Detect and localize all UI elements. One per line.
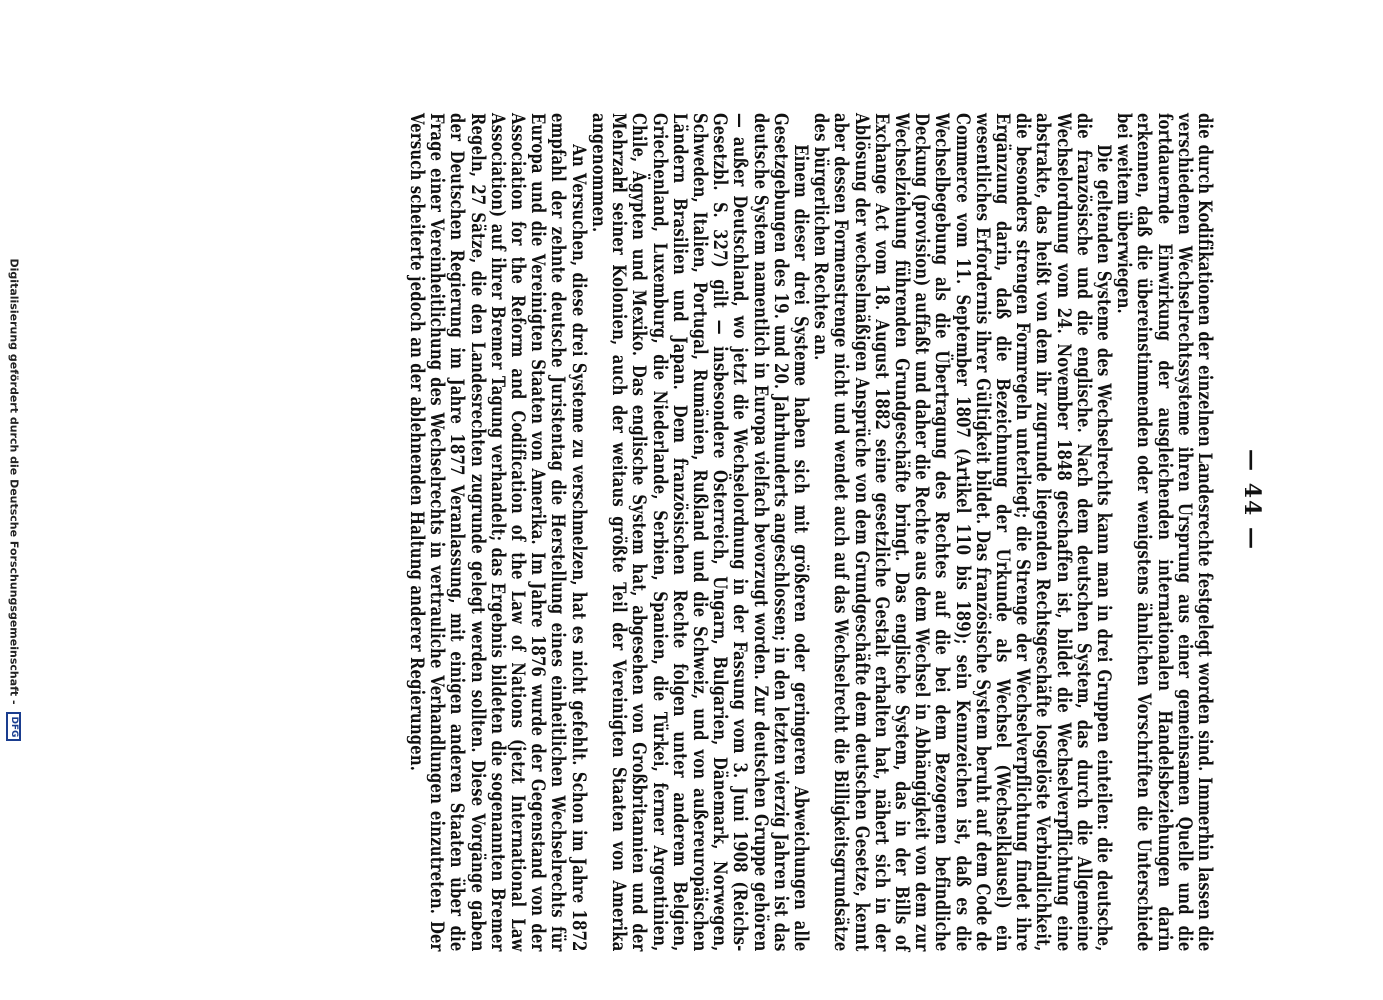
body-text	[407, 113, 1215, 951]
paragraph-2: Die geltenden Systeme des Wechselrechts kann man in drei Gruppen einteilen: die deutsche, die französische und die englische. Nach dem deutschen System, das durch die Allgemeine Wechselordnung vom 24. November 1848 geschaffen ist, bildet die Wechselverpflichtung eine abstrakte, das heißt von dem ihr zugrunde liegenden Rechtsgeschäfte losgelöste Verbindlichkeit, die besonders strengen Formregeln unterliegt; die Strenge der Wechselverpflichtung findet ihre Ergänzung darin, daß die Bezeichnung der Urkunde als Wechsel (Wechselklausel) ein wesentliches Erfordernis ihrer Gültigkeit bildet. Das französische System beruht auf dem Code de Commerce vom 11. September 1807 (Artikel 110 bis 189); sein Kennzeichen ist, daß es die Wechselbegebung als die Übertragung des Rechtes auf die bei dem Bezogenen befindliche Deckung (provision) auffaßt und daher die Rechte aus dem Wechsel in Abhängigkeit von dem zur Wechselziehung führenden Grundgeschäfte bringt. Das englische System, das in der Bills of Exchange Act vom 18. August 1882 seine gesetzliche Gestalt erhalten hat, nähert sich in der Ablösung der wechselmäßigen Ansprüche von dem Grundgeschäfte dem deutschen Gesetze, kennt aber dessen Formenstrenge nicht und wendet auch auf das Wechselrecht die Billigkeitsgrundsätze des bürgerlichen Rechtes an.	[810, 113, 1115, 952]
dfg-logo: DFG	[6, 712, 21, 741]
page-number: — 44 —	[1239, 449, 1265, 551]
digitization-footer	[6, 0, 21, 1000]
paragraph-4: An Versuchen, diese drei Systeme zu verschmelzen, hat es nicht gefehlt. Schon im Jahre 1872 empfahl der zehnte deutsche Juristentag die Herstellung eines einheitlichen Wechselrechts für Europa und die Vereinigten Staaten von Amerika. Im Jahre 1876 wurde der Gegenstand von der Association for the Reform and Codification of the Law of Nations (jetzt International Law Association) auf ihrer Bremer Tagung verhandelt; das Ergebnis bildeten die sogenannten Bremer Regeln, 27 Sätze, die den Landesrechten zugrunde gelegt werden sollten. Diese Vorgänge gaben der Deutschen Regierung im Jahre 1877 Veranlassung, mit einigen anderen Staaten über die Frage einer Vereinheitlichung des Wechselrechts in vertrauliche Verhandlungen einzutreten. Der Versuch scheiterte jedoch an der ablehnenden Haltung anderer Regierungen.	[406, 113, 590, 952]
paragraph-3: Einem dieser drei Systeme haben sich mit größeren oder geringeren Abweichungen alle Gesetzgebungen des 19. und 20. Jahrhunderts angeschlossen; in den letzten vierzig Jahren ist das deutsche System namentlich in Europa vielfach bevorzugt worden. Zur deutschen Gruppe gehören — außer Deutschland, wo jetzt die Wechselordnung in der Fassung vom 3. Juni 1908 (Reichs-Gesetzbl. S. 327) gilt — insbesondere Österreich, Ungarn, Bulgarien, Dänemark, Norwegen, Schweden, Italien, Portugal, Rumänien, Rußland und die Schweiz, und von außereuropäischen Ländern Brasilien und Japan. Dem französischen Rechte folgen unter anderem Belgien, Griechenland, Luxemburg, die Niederlande, Serbien, Spanien, die Türkei, ferner Argentinien, Chile, Ägypten und Mexiko. Das englische System hat, abgesehen von Großbritannien und der Mehrzahl seiner Kolonien, auch der weitaus größte Teil der Vereinigten Staaten von Amerika angenommen.	[587, 113, 812, 952]
footer-text: Digitalisierung gefördert durch die Deutsche Forschungsgemeinschaft -	[7, 258, 21, 705]
paragraph-1: die durch Kodifikationen der einzelnen Landesrechte festgelegt worden sind. Immerhin lassen die verschiedenen Wechselrechtssysteme ihren Ursprung aus einer gemeinsamen Quelle und die fortdauernde Einwirkung der ausgleichenden internationalen Handelsbeziehungen darin erkennen, daß die übereinstimmenden oder wenigstens ähnlichen Vorschriften die Unterschiede bei weitem überwiegen.	[1113, 113, 1216, 952]
